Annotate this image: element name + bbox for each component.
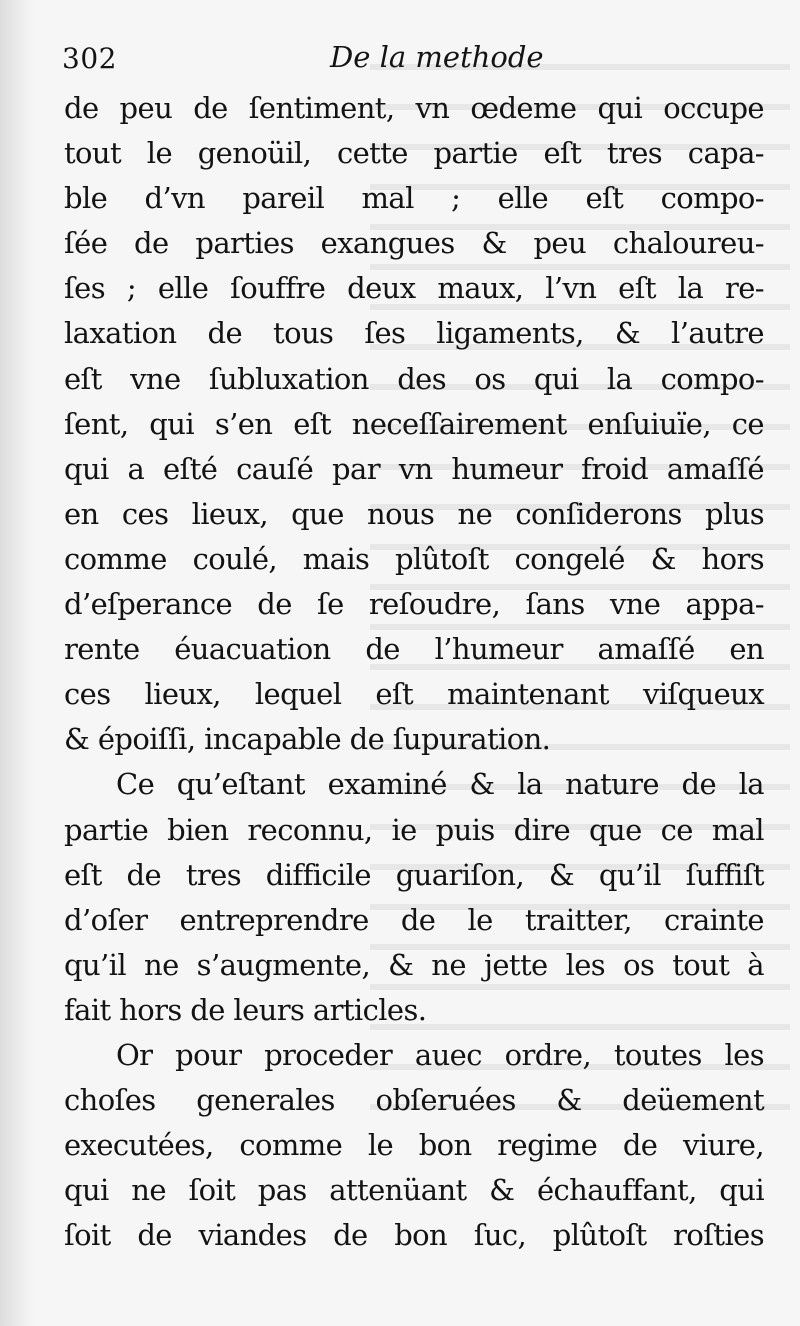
text-line: qu’il ne s’augmente, & ne jette les os tout à [64, 947, 764, 982]
text-line: eſt de tres difficile guariſon, & qu’il ſuffiſt [64, 857, 764, 892]
text-line: & époiſſi, incapable de ſupuration. [64, 722, 551, 757]
text-line: fait hors de leurs articles. [64, 992, 427, 1027]
text-line: ſée de parties exangues & peu chaloureu- [64, 226, 764, 261]
text-line: partie bien reconnu, ie puis dire que ce mal [64, 812, 764, 847]
page-body [64, 86, 764, 1258]
text-line: ſent, qui s’en eſt neceſſairement enſuiuïe, ce [64, 406, 764, 441]
text-line: d’oſer entreprendre de le traitter, crainte [64, 902, 764, 937]
running-title: De la methode [330, 40, 544, 74]
text-line: laxation de tous ſes ligaments, & l’autre [64, 316, 764, 351]
text-line: ſoit de viandes de bon ſuc, plûtoſt roſties [64, 1218, 764, 1253]
text-line: ces lieux, lequel eſt maintenant viſqueux [64, 677, 764, 712]
page-number: 302 [62, 42, 117, 75]
text-line: rente éuacuation de l’humeur amaſſé en [64, 632, 764, 667]
gutter-shadow [0, 0, 34, 1326]
paragraph-first-line: Or pour proceder auec ordre, toutes les [116, 1037, 764, 1072]
text-line: ſes ; elle ſouffre deux maux, l’vn eſt la re- [64, 271, 764, 306]
text-line: ble d’vn pareil mal ; elle eſt compo- [64, 181, 764, 216]
text-line: eſt vne ſubluxation des os qui la compo- [64, 361, 764, 396]
text-line: qui a eſté cauſé par vn humeur froid amaſſé [64, 451, 764, 486]
page-header [62, 38, 762, 84]
text-line: executées, comme le bon regime de viure, [64, 1128, 764, 1163]
text-line: qui ne ſoit pas attenüant & échauffant, qui [64, 1173, 764, 1208]
paragraph-first-line: Ce qu’eſtant examiné & la nature de la [116, 767, 764, 802]
text-line: comme coulé, mais plûtoſt congelé & hors [64, 541, 764, 576]
text-line: tout le genoüil, cette partie eſt tres capa- [64, 136, 764, 171]
text-line: d’eſperance de ſe reſoudre, ſans vne appa- [64, 587, 764, 622]
text-line: en ces lieux, que nous ne conſiderons plus [64, 496, 764, 531]
text-line: de peu de ſentiment, vn œdeme qui occupe [64, 91, 764, 125]
text-line: choſes generales obſeruées & deüement [64, 1083, 764, 1118]
